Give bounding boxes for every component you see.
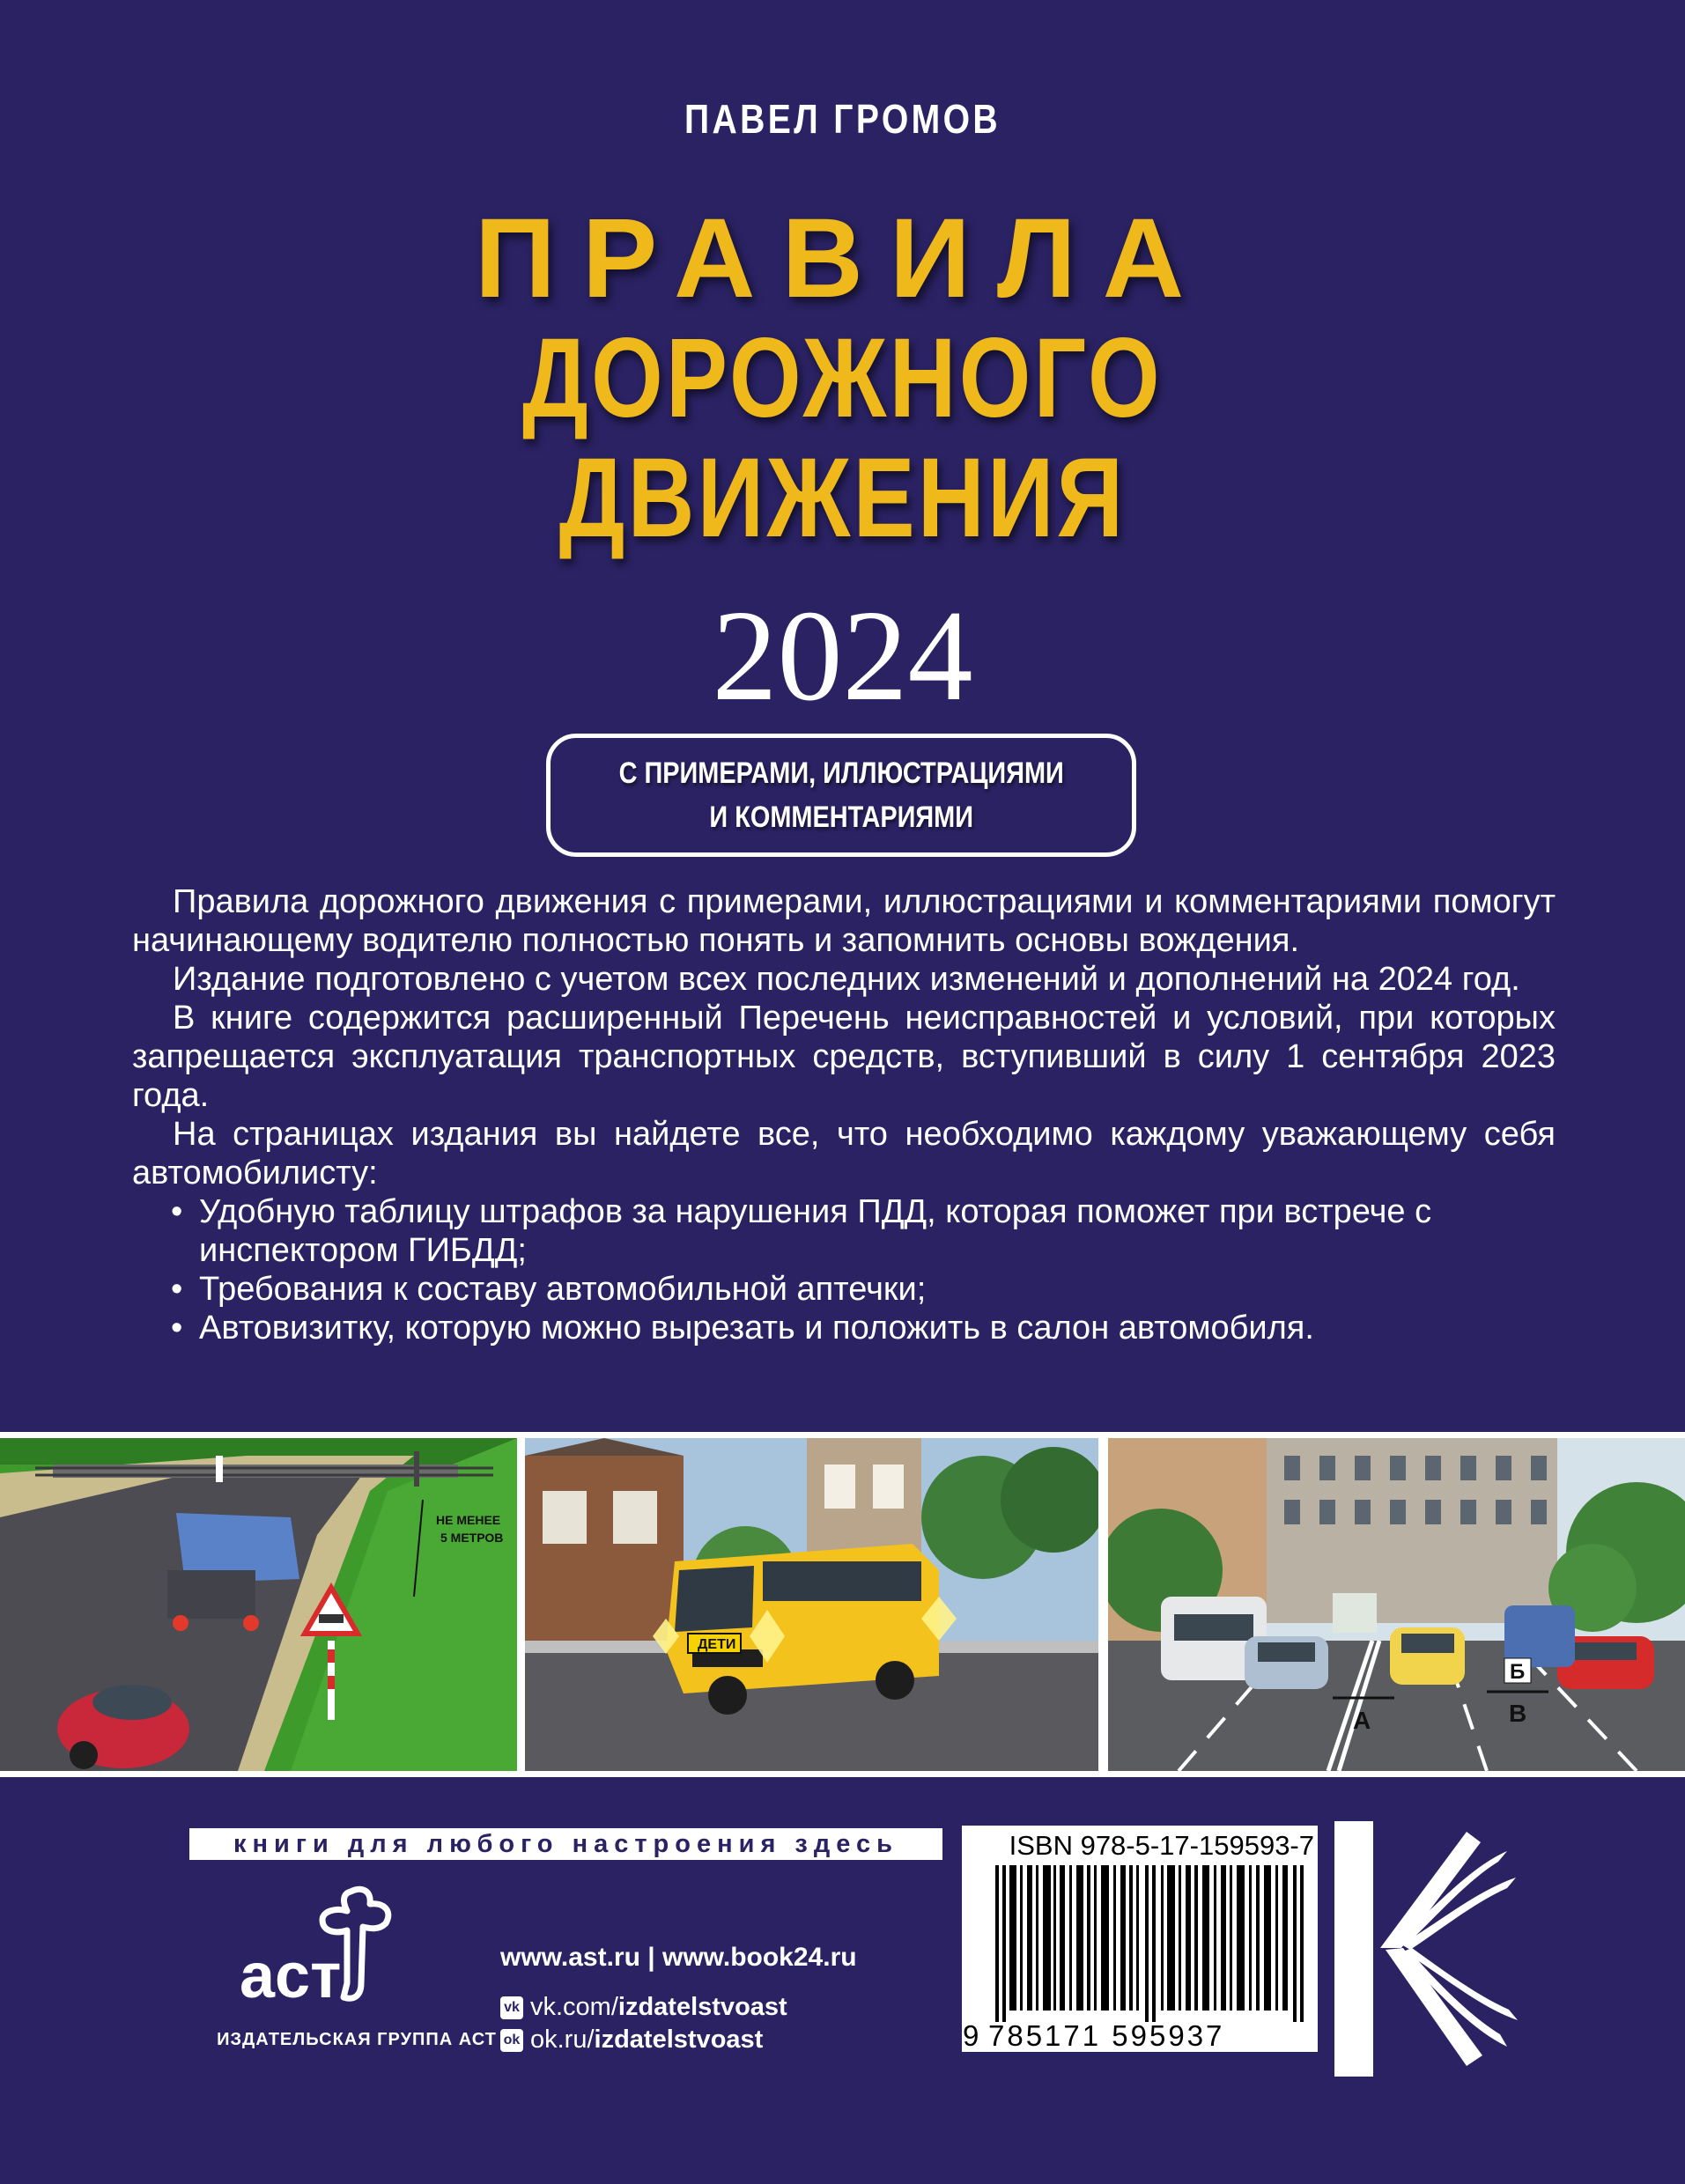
author-name: ПАВЕЛ ГРОМОВ — [684, 96, 1001, 142]
ok-prefix: ok.ru/ — [530, 2025, 595, 2054]
feature-text: Требования к составу автомобильной аптечки; — [199, 1271, 927, 1308]
svg-text:аст: аст — [240, 1941, 342, 2011]
ast-logo-icon — [238, 1885, 432, 2017]
feature-list-item — [132, 1270, 1556, 1309]
subtitle-line-2: И КОММЕНТАРИЯМИ — [709, 801, 973, 834]
title-line-2: ДОРОЖНОГО — [522, 315, 1163, 441]
feature-text: Удобную таблицу штрафов за нарушения ПДД, которая поможет при встрече с инспектором ГИБДД; — [199, 1193, 1432, 1269]
title-line-1: ПРАВИЛА — [474, 196, 1211, 321]
subtitle-box — [546, 734, 1136, 857]
ok-handle: izdatelstvoast — [594, 2025, 764, 2054]
feature-text: Автовизитку, которую можно вырезать и положить в салон автомобиля. — [199, 1310, 1314, 1347]
ean-first-digit: 9 — [963, 2019, 979, 2052]
railway-crossing-illustration — [0, 1438, 517, 1771]
illustration-school-bus — [525, 1438, 1098, 1771]
vk-link[interactable] — [500, 1993, 787, 2022]
description-paragraph-4: На страницах издания вы найдете все, что необходимо каждому уважающему себя автомобилисту: — [132, 1116, 1556, 1192]
bullet-icon: • — [171, 1193, 183, 1230]
description-paragraph-2: Издание подготовлено с учетом всех последних изменений и дополнений на 2024 год. — [173, 961, 1520, 998]
lane-label-v: В — [1509, 1700, 1527, 1727]
lane-label-b: Б — [1510, 1660, 1526, 1684]
lane-label-a: А — [1353, 1707, 1371, 1734]
illustration-street-lanes — [1108, 1438, 1685, 1771]
vk-prefix: vk.com/ — [530, 1993, 618, 2021]
feature-list — [132, 1192, 1556, 1347]
bullet-icon: • — [171, 1271, 183, 1308]
vk-icon: vk — [500, 1996, 523, 2019]
illustration-strip — [0, 1432, 1685, 1777]
bus-sign-text: ДЕТИ — [698, 1637, 736, 1652]
description-paragraph-3: В книге содержится расширенный Перечень неисправностей и условий, при которых запрещается эксплуатация транспортных средств, вступивший в силу 1 сентября 2023 года. — [132, 1000, 1556, 1114]
title-line-3: ДВИЖЕНИЯ — [558, 435, 1127, 561]
ok-icon: ok — [500, 2029, 523, 2052]
distance-sign-text: НЕ МЕНЕЕ — [436, 1513, 501, 1527]
edition-year: 2024 — [712, 584, 973, 728]
ok-link[interactable] — [500, 2025, 763, 2055]
description — [132, 882, 1556, 1347]
tagline: книги для любого настроения здесь — [189, 1828, 942, 1860]
isbn-number: ISBN 978-5-17-159593-7 — [1009, 1830, 1314, 1861]
vk-handle: izdatelstvoast — [617, 1993, 787, 2021]
feature-list-item — [132, 1309, 1556, 1347]
feature-list-item — [132, 1192, 1556, 1270]
barcode-icon — [995, 1865, 1308, 2022]
description-paragraph-1: Правила дорожного движения с примерами, иллюстрациями и комментариями помогут начинающему водителю полностью понять и запомнить основы вождения. — [132, 883, 1556, 959]
subtitle-line-1: С ПРИМЕРАМИ, ИЛЛЮСТРАЦИЯМИ — [618, 756, 1064, 790]
illustration-railway-crossing — [0, 1438, 517, 1771]
school-bus-illustration — [525, 1438, 1098, 1771]
ean-digits: 785171 595937 — [988, 2019, 1225, 2052]
k-book-logo-icon — [1334, 1816, 1546, 2080]
publisher-imprint: ИЗДАТЕЛЬСКАЯ ГРУППА АСТ — [217, 2030, 497, 2049]
bullet-icon: • — [171, 1310, 183, 1347]
publisher-websites[interactable]: www.ast.ru | www.book24.ru — [500, 1943, 857, 1972]
street-lanes-illustration — [1108, 1438, 1685, 1771]
svg-text:5 МЕТРОВ: 5 МЕТРОВ — [440, 1531, 504, 1545]
